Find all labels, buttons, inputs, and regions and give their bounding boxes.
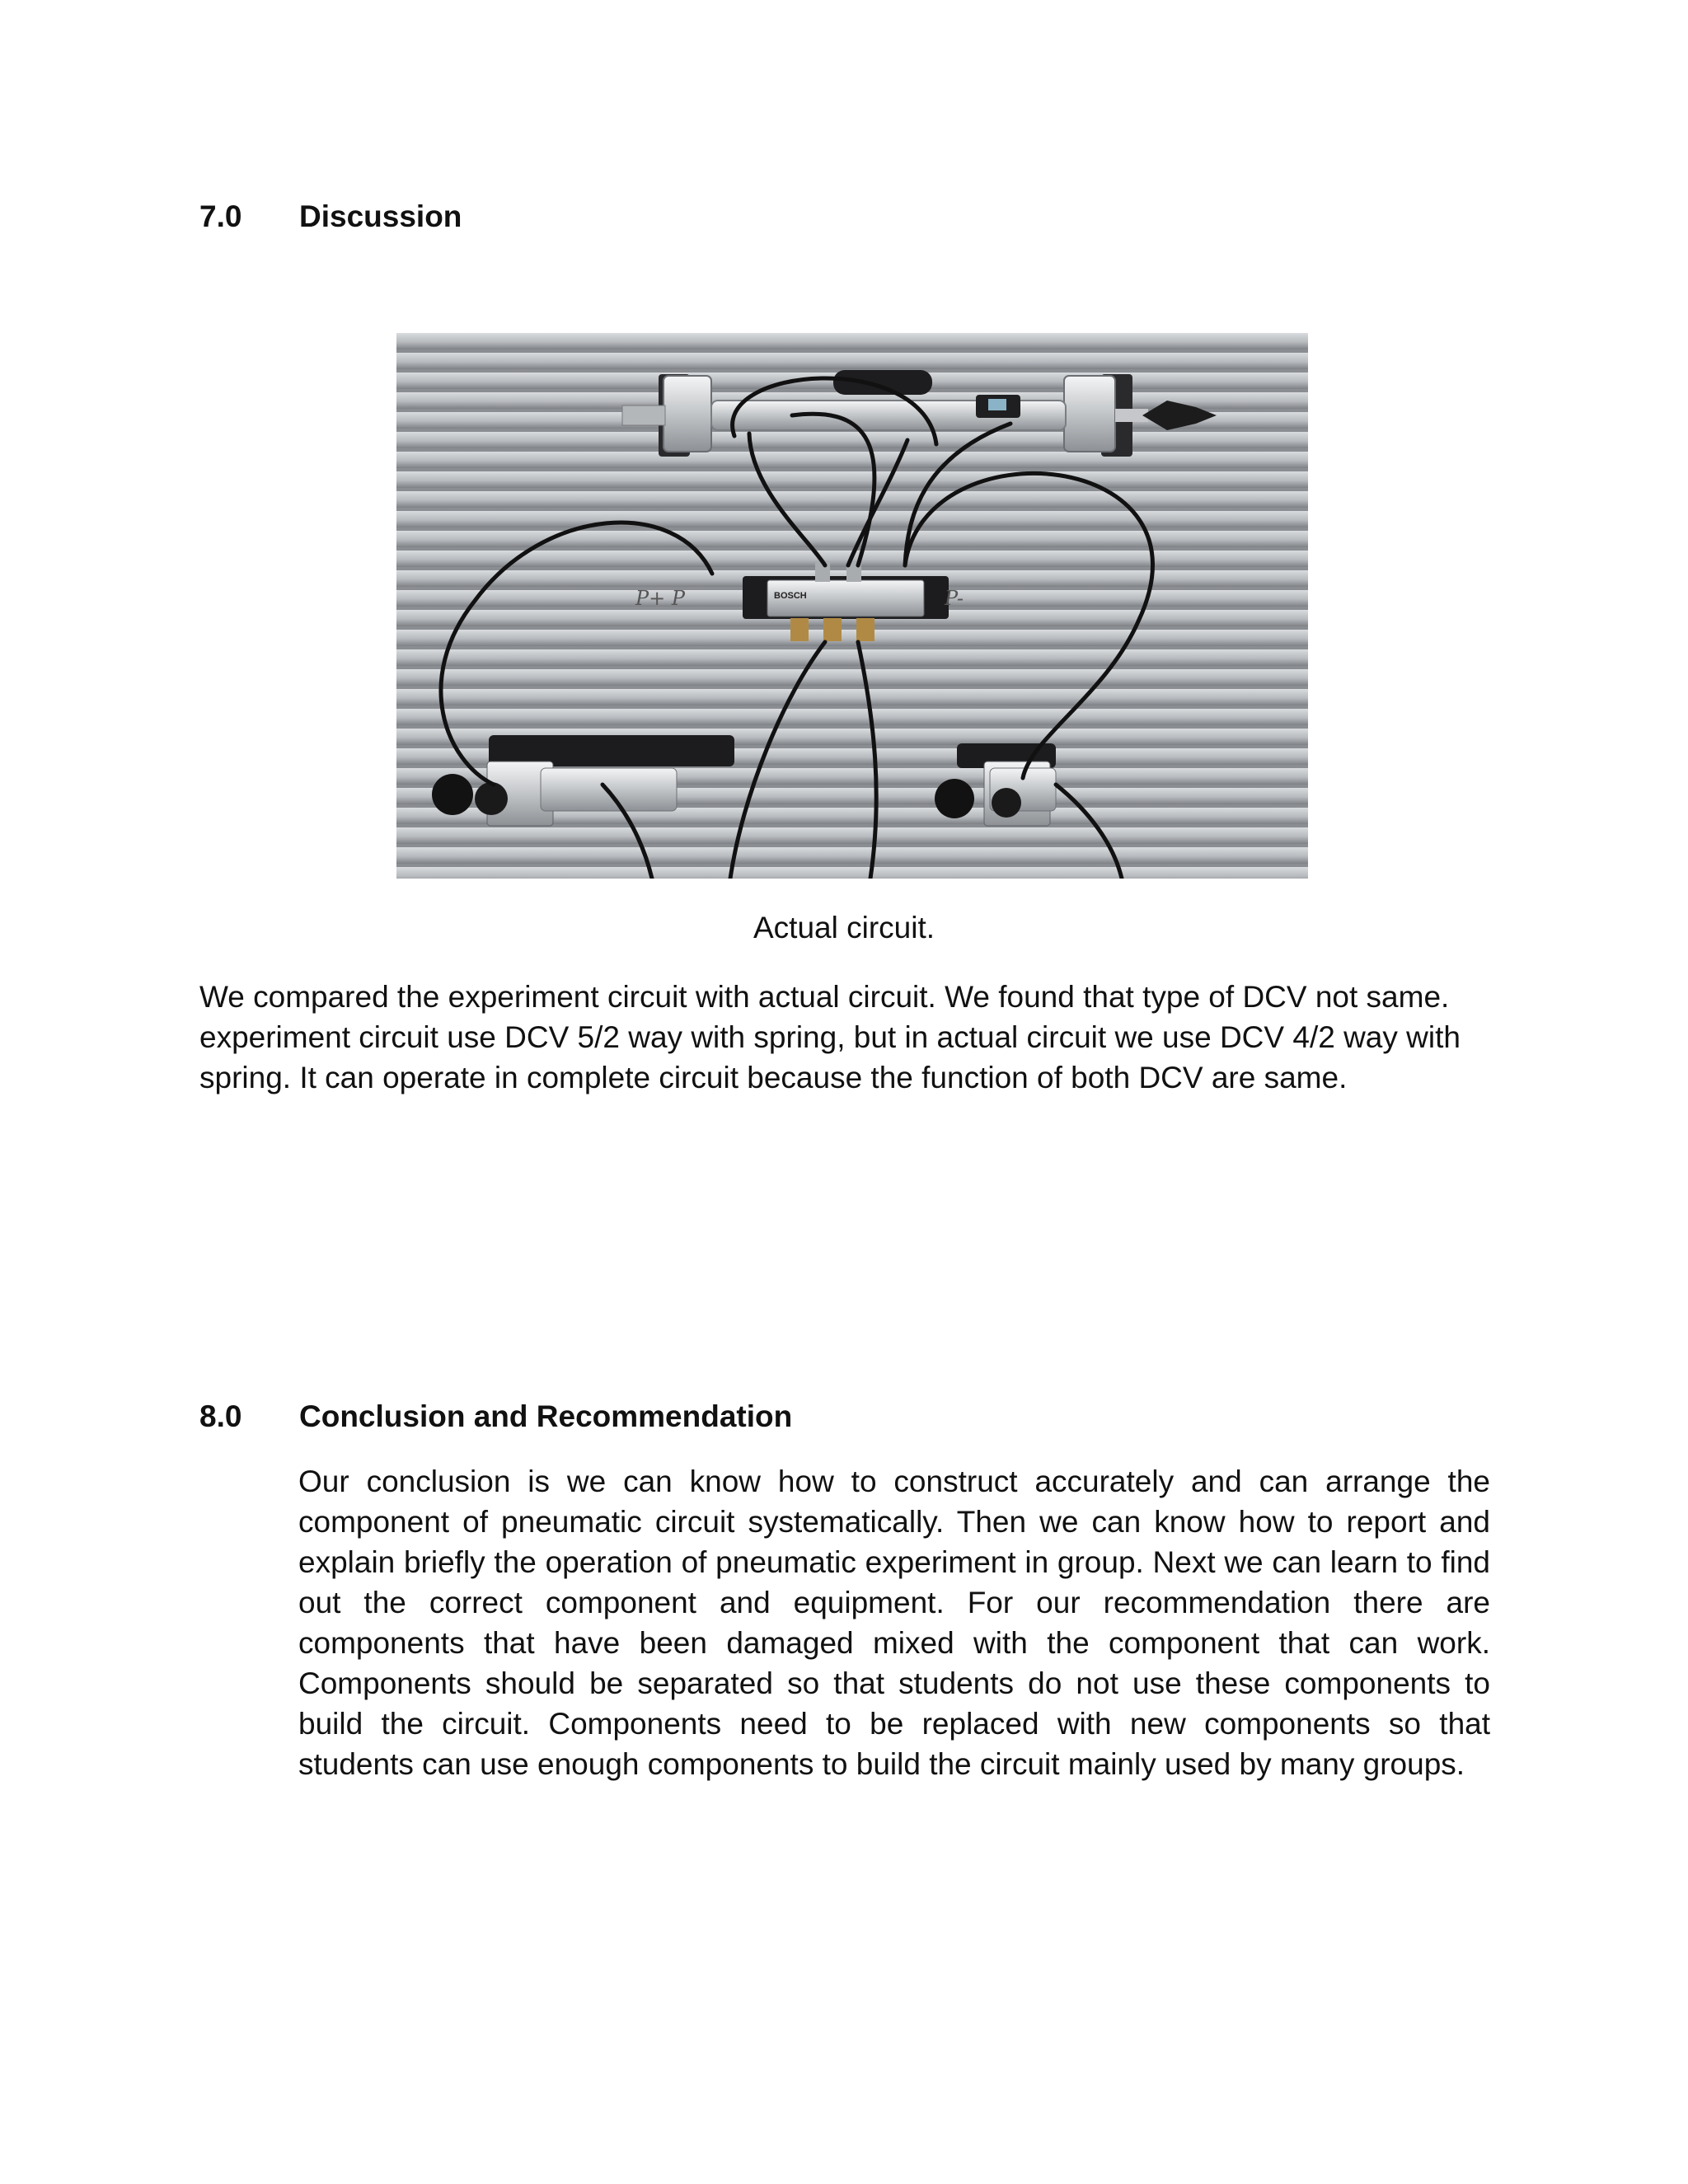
discussion-paragraph — [199, 977, 1502, 1098]
circuit-photo — [396, 333, 1308, 879]
discussion-line: experiment circuit use DCV 5/2 way with spring, but in actual circuit we use DCV 4/2 way with — [199, 1020, 1461, 1054]
conclusion-paragraph: Our conclusion is we can know how to construct accurately and can arrange the component of pneumatic circuit systematically. Then we can know how to report and explain briefly the operation of pneumatic experiment in group. Next we can learn to find out the correct component and equipment. For our recommendation there are components that have been damaged mixed with the component that can work. Components should be separated so that students do not use these components to build the circuit. Components need to be replaced with new components so that students can use enough components to build the circuit mainly used by many groups. — [298, 1465, 1490, 1781]
discussion-line: We compared the experiment circuit with actual circuit. We found that type of DCV not same. — [199, 980, 1450, 1014]
discussion-line: spring. It can operate in complete circuit because the function of both DCV are same. — [199, 1061, 1348, 1094]
section-title: Discussion — [299, 199, 462, 233]
valve-brand-label: BOSCH — [774, 591, 807, 601]
section-heading-conclusion — [199, 1401, 792, 1432]
section-number: 8.0 — [199, 1399, 242, 1433]
handwritten-mark-right: P- — [945, 587, 964, 610]
handwritten-mark-left: P+ P — [635, 587, 686, 610]
section-title: Conclusion and Recommendation — [299, 1399, 793, 1433]
section-heading-discussion — [199, 201, 462, 232]
section-number: 7.0 — [199, 199, 242, 233]
figure-caption: Actual circuit. — [753, 911, 935, 944]
